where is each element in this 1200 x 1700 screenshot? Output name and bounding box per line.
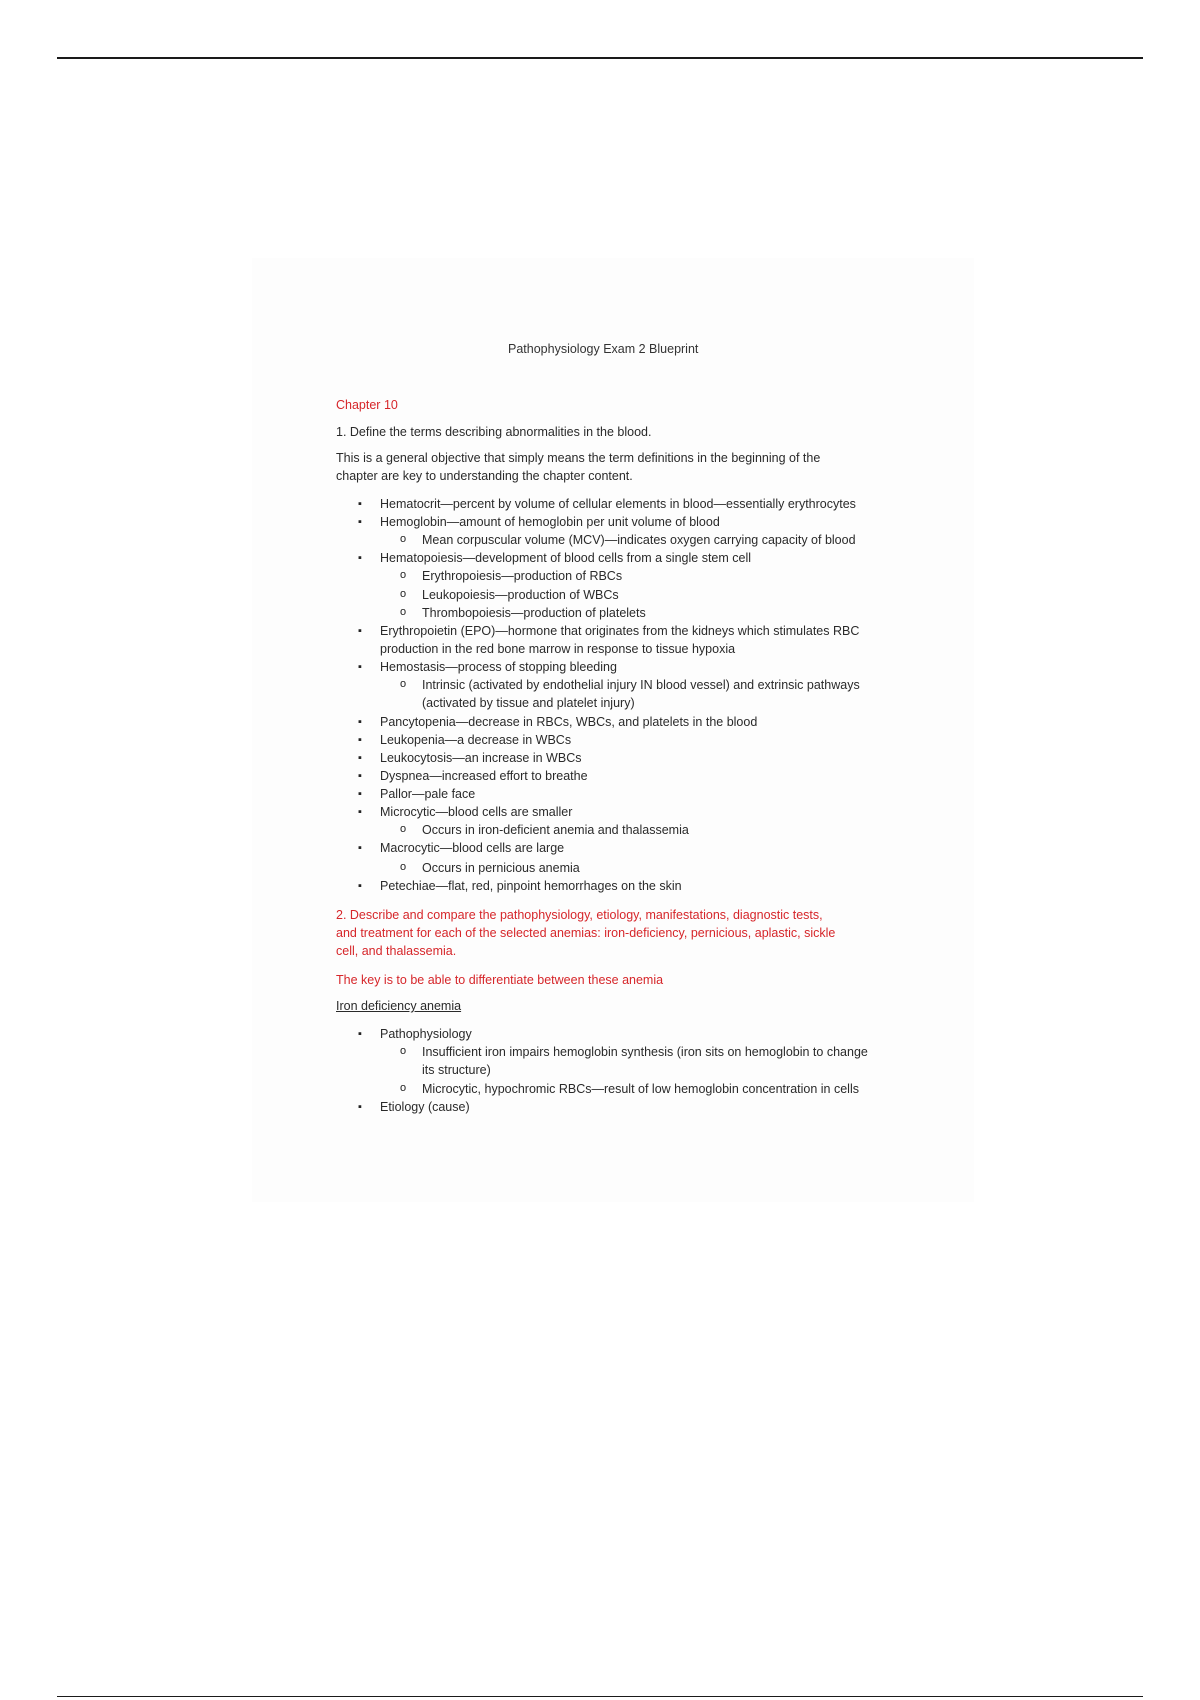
list-subitem: Occurs in iron-deficient anemia and thalassemia	[422, 823, 689, 837]
bullet-icon: ▪	[358, 661, 362, 673]
objective-1-note-line1: This is a general objective that simply means the term definitions in the beginning of the	[336, 451, 821, 465]
bullet-icon: ▪	[358, 880, 362, 892]
objective-1: 1. Define the terms describing abnormalities in the blood.	[336, 425, 652, 439]
bullet-icon: ▪	[358, 770, 362, 782]
list-item: Pallor—pale face	[380, 787, 476, 801]
list-item: Macrocytic—blood cells are large	[380, 841, 565, 855]
list-item: Pancytopenia—decrease in RBCs, WBCs, and platelets in the blood	[380, 715, 758, 729]
objective-1-note-line2: chapter are key to understanding the chapter content.	[336, 469, 633, 483]
list-item: Hematocrit—percent by volume of cellular elements in blood—essentially erythrocytes	[380, 497, 856, 511]
list-item-continuation: production in the red bone marrow in response to tissue hypoxia	[380, 642, 736, 656]
objective-2-line3: cell, and thalassemia.	[336, 944, 457, 958]
chapter-heading: Chapter 10	[336, 398, 398, 412]
page-title: Pathophysiology Exam 2 Blueprint	[508, 342, 699, 356]
sub-bullet-icon: o	[400, 606, 407, 618]
bullet-icon: ▪	[358, 552, 362, 564]
list-subitem: Mean corpuscular volume (MCV)—indicates oxygen carrying capacity of blood	[422, 533, 856, 547]
list-item: Erythropoietin (EPO)—hormone that originates from the kidneys which stimulates RBC	[380, 624, 860, 638]
section-heading-iron-deficiency: Iron deficiency anemia	[336, 999, 462, 1013]
list-item: Hemoglobin—amount of hemoglobin per unit volume of blood	[380, 515, 720, 529]
list-item: Petechiae—flat, red, pinpoint hemorrhages on the skin	[380, 879, 682, 893]
sub-bullet-icon: o	[400, 861, 407, 873]
list-item: Dyspnea—increased effort to breathe	[380, 769, 588, 783]
bullet-icon: ▪	[358, 806, 362, 818]
list-subitem-continuation: its structure)	[422, 1063, 491, 1077]
list-item: Hematopoiesis—development of blood cells from a single stem cell	[380, 551, 752, 565]
sub-bullet-icon: o	[400, 533, 407, 545]
list-subitem: Erythropoiesis—production of RBCs	[422, 569, 623, 583]
objective-2-line1: 2. Describe and compare the pathophysiology, etiology, manifestations, diagnostic tests,	[336, 908, 823, 922]
list-item: Leukocytosis—an increase in WBCs	[380, 751, 582, 765]
sub-bullet-icon: o	[400, 823, 407, 835]
sub-bullet-icon: o	[400, 678, 407, 690]
list-item: Pathophysiology	[380, 1027, 472, 1041]
bullet-icon: ▪	[358, 734, 362, 746]
bullet-icon: ▪	[358, 1028, 362, 1040]
list-subitem: Insufficient iron impairs hemoglobin synthesis (iron sits on hemoglobin to change	[422, 1045, 868, 1059]
top-rule	[57, 57, 1143, 59]
bullet-icon: ▪	[358, 752, 362, 764]
list-subitem: Occurs in pernicious anemia	[422, 861, 580, 875]
list-item: Etiology (cause)	[380, 1100, 470, 1114]
bullet-icon: ▪	[358, 788, 362, 800]
sub-bullet-icon: o	[400, 588, 407, 600]
sub-bullet-icon: o	[400, 1082, 407, 1094]
list-subitem: Thrombopoiesis—production of platelets	[422, 606, 646, 620]
list-item: Hemostasis—process of stopping bleeding	[380, 660, 617, 674]
key-note: The key is to be able to differentiate between these anemia	[336, 973, 664, 987]
list-subitem: Microcytic, hypochromic RBCs—result of low hemoglobin concentration in cells	[422, 1082, 859, 1096]
bullet-icon: ▪	[358, 1101, 362, 1113]
bullet-icon: ▪	[358, 716, 362, 728]
sub-bullet-icon: o	[400, 1045, 407, 1057]
list-item: Leukopenia—a decrease in WBCs	[380, 733, 572, 747]
sub-bullet-icon: o	[400, 569, 407, 581]
bullet-icon: ▪	[358, 625, 362, 637]
list-item: Microcytic—blood cells are smaller	[380, 805, 573, 819]
bullet-icon: ▪	[358, 516, 362, 528]
bottom-rule	[57, 1696, 1143, 1697]
objective-2-line2: and treatment for each of the selected anemias: iron-deficiency, pernicious, aplastic, sickle	[336, 926, 836, 940]
list-subitem: Intrinsic (activated by endothelial injury IN blood vessel) and extrinsic pathways	[422, 678, 860, 692]
list-subitem-continuation: (activated by tissue and platelet injury)	[422, 696, 635, 710]
bullet-icon: ▪	[358, 498, 362, 510]
bullet-icon: ▪	[358, 842, 362, 854]
list-subitem: Leukopoiesis—production of WBCs	[422, 588, 619, 602]
